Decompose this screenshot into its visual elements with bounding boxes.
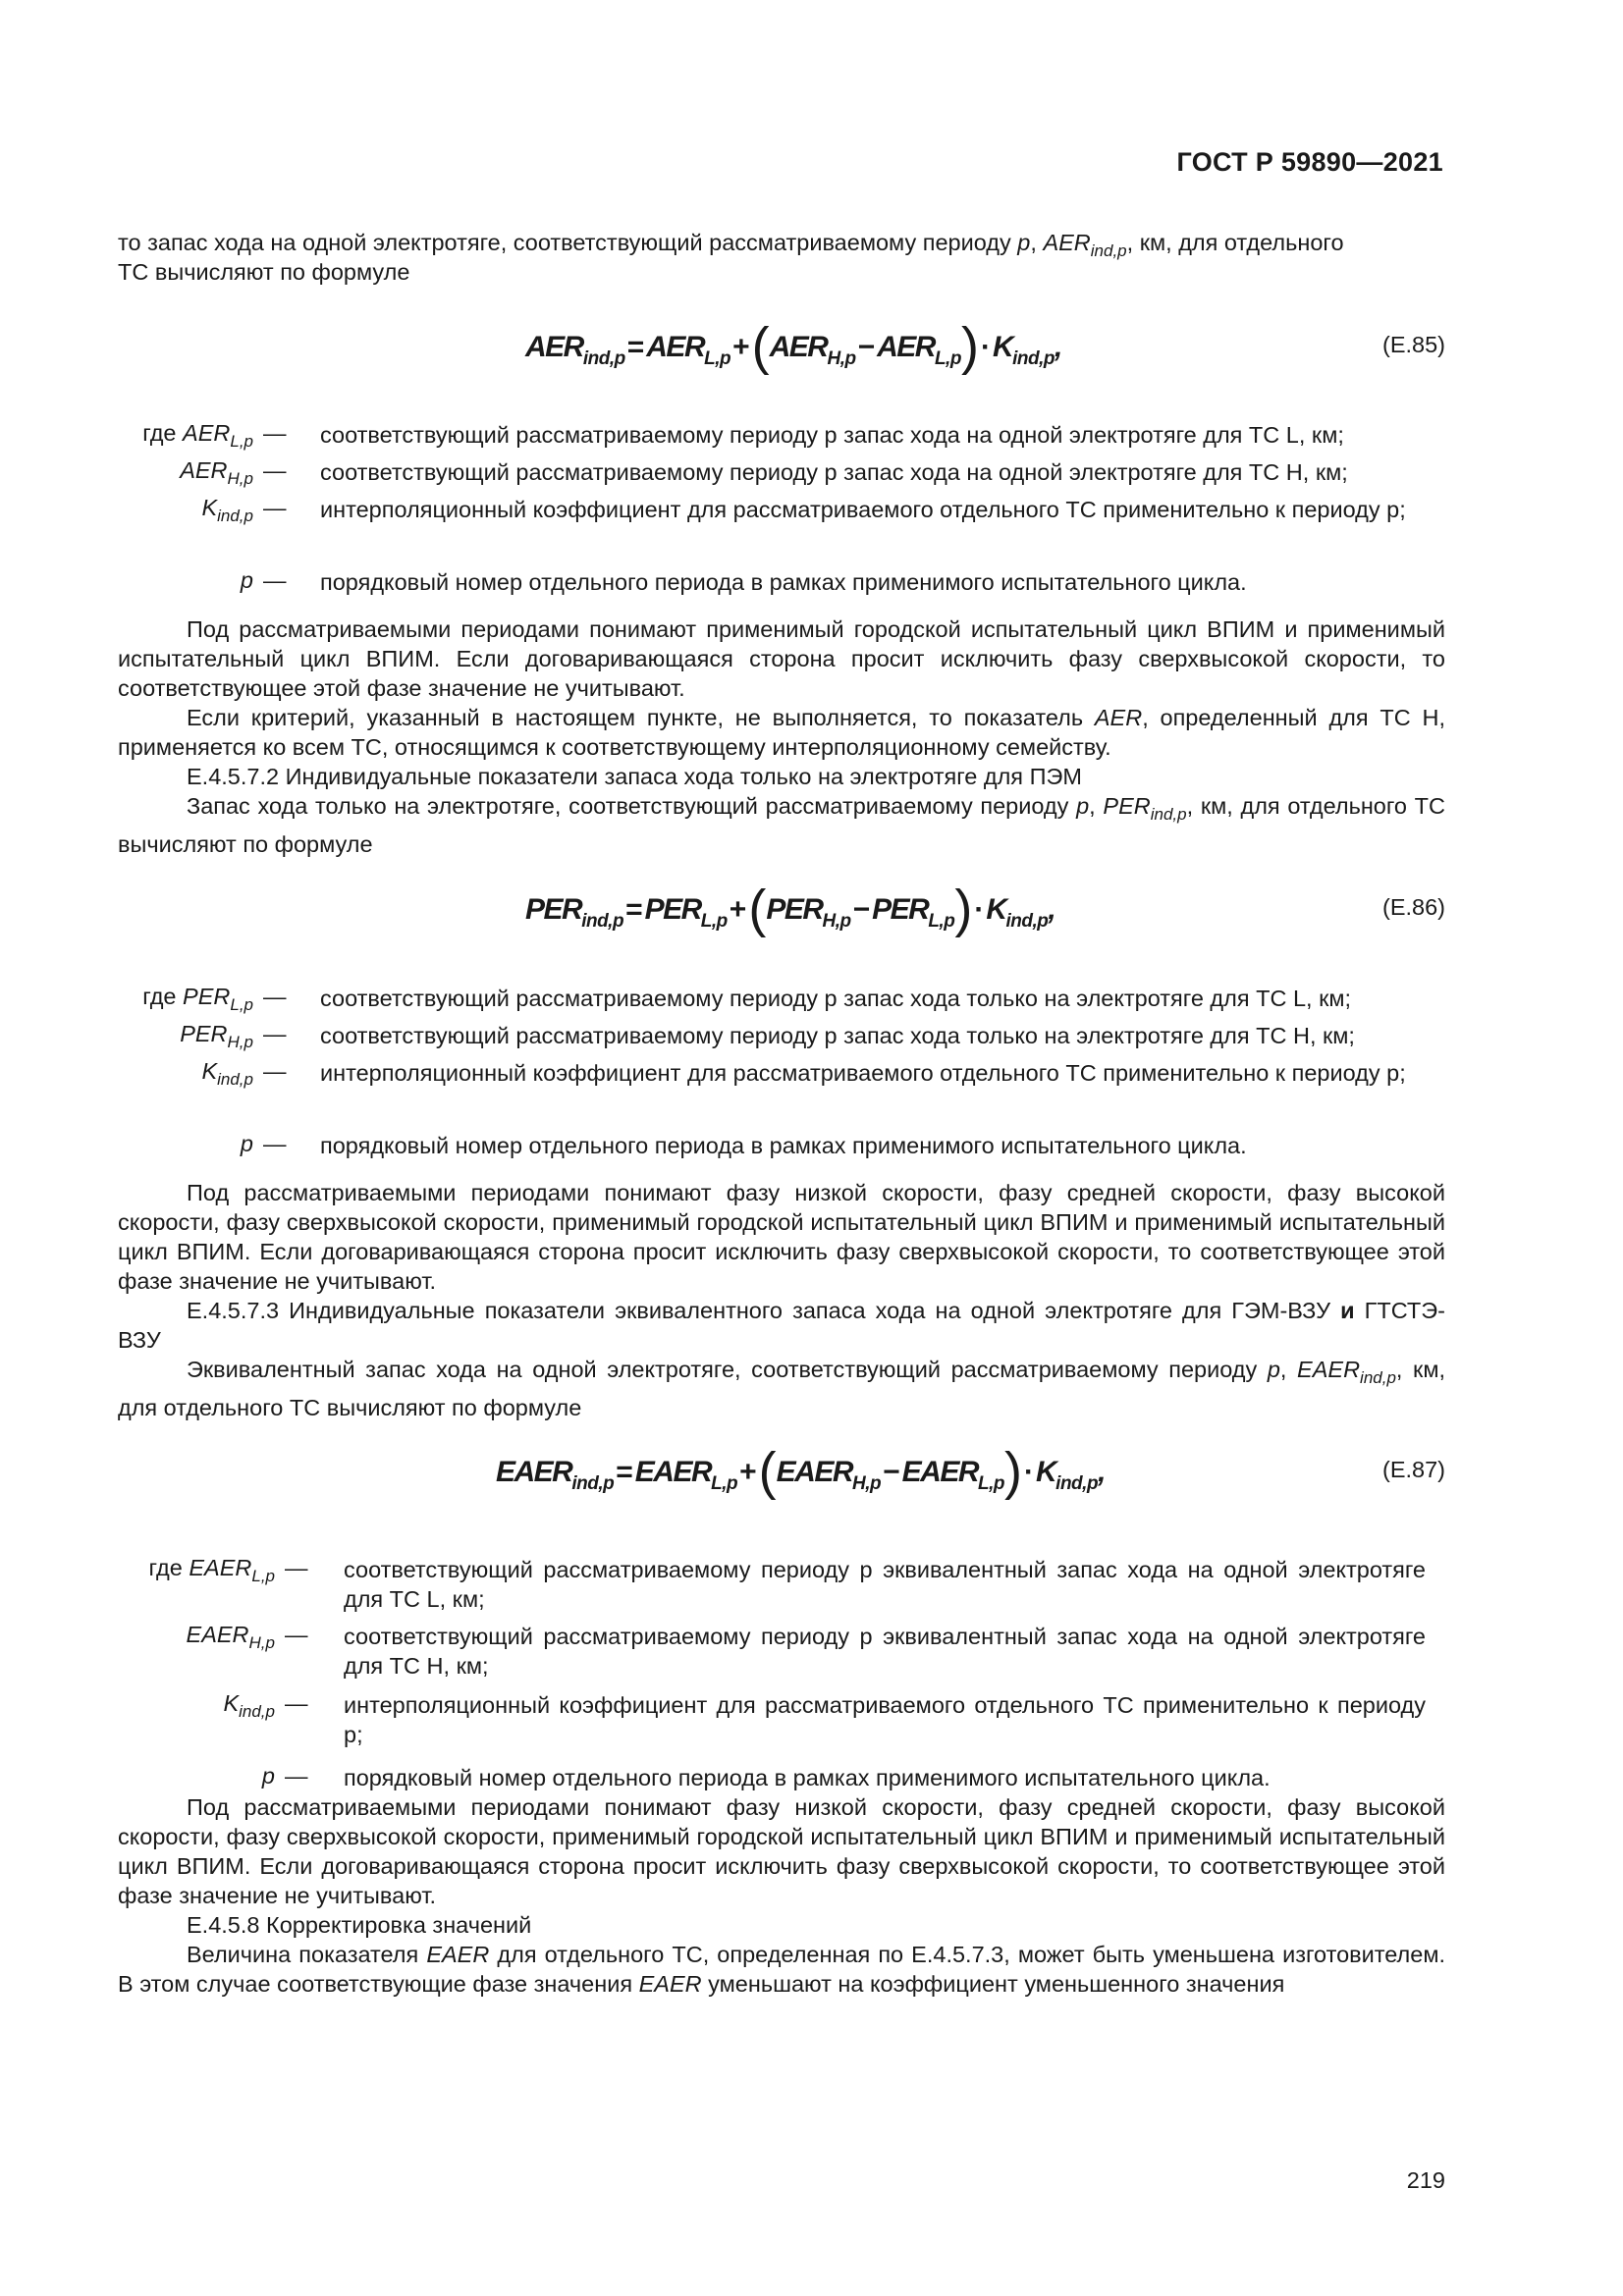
definition-dash: — [285,1690,308,1716]
definition-text: соответствующий рассматриваемому периоду p запас хода только на электротяге для ТС L, км; [320,986,1352,1011]
definition-term: где $AER_{L,p}$ [142,420,253,451]
definition-term: $PER_{H,p}$ [180,1021,253,1051]
intro-text-mid: , км, для отдельного [1126,230,1344,255]
definition-dash: — [263,420,287,446]
intro-line-1: то запас хода на одной электротяге, соответствующий рассматриваемому периоду p, $AER_{ind,p}$, км, для отдельного [118,230,1344,260]
definition-text: порядковый номер отдельного периода в рамках применимого испытательного цикла. [320,569,1247,595]
definition-dash: — [263,1131,287,1156]
symbol-aer-ind: $AER_{ind,p}$ [1043,230,1127,260]
definition-text: соответствующий рассматриваемому периоду p эквивалентный запас хода на одной электротяге для ТС L, км; [344,1557,1426,1612]
definition-term: где $PER_{L,p}$ [142,984,253,1014]
equation-number-e87: (E.87) [1382,1457,1445,1482]
definition-text: порядковый номер отдельного периода в рамках применимого испытательного цикла. [320,1133,1247,1158]
definition-term: p [240,1131,253,1156]
intro-text: то запас хода на одной электротяге, соответствующий рассматриваемому периоду [118,230,1011,255]
equation-number-e85: (E.85) [1382,332,1445,357]
equation-number-e86: (E.86) [1382,894,1445,920]
formula-e86: $PER_{ind,p}=PER_{L,p}+(PER_{H,p}-PER_{L,p})\cdot K_{ind,p}$, [525,880,1055,938]
section-heading-e4573: E.4.5.7.3 Индивидуальные показатели эквивалентного запаса хода на одной электротяге для ГЭМ-ВЗУ и ГТСТЭ-ВЗУ [118,1298,1445,1353]
definition-dash: — [263,1021,287,1046]
section-heading-e458: E.4.5.8 Корректировка значений [187,1912,532,1938]
definition-dash: — [285,1622,308,1647]
definition-text: интерполяционный коэффициент для рассматриваемого отдельного ТС применительно к периоду p; [344,1692,1426,1747]
definition-dash: — [263,1058,287,1084]
definition-text: интерполяционный коэффициент для рассматриваемого отдельного ТС применительно к периоду p; [320,497,1406,522]
paragraph-periods-1: Под рассматриваемыми периодами понимают применимый городской испытательный цикл ВПИМ и применимый испытательный цикл ВПИМ. Если договаривающаяся сторона просит исключить фазу сверхвысокой скорости, то соответствующее этой фазе значение не учитывают. [118,616,1445,701]
definition-dash: — [263,495,287,520]
definition-text: соответствующий рассматриваемому периоду p запас хода на одной электротяге для ТС H, км; [320,459,1348,485]
paragraph-eaer-intro: Эквивалентный запас хода на одной электротяге, соответствующий рассматриваемому периоду p, $EAER_{ind,p}$, км, для отдельного ТС вычисляют по формуле [118,1357,1446,1420]
definition-dash: — [263,984,287,1009]
paragraph-correction: Величина показателя EAER для отдельного ТС, определенная по E.4.5.7.3, может быть уменьшена изготовителем. В этом случае соответствующие фазе значения EAER уменьшают на коэффициент уменьшенного значения [118,1942,1446,1997]
definition-term: p [240,567,253,593]
var-p: p [1017,230,1031,255]
definition-term: $K_{ind,p}$ [223,1690,275,1721]
definition-text: соответствующий рассматриваемому периоду p запас хода только на электротяге для ТС H, км; [320,1023,1355,1048]
definition-term: где $EAER_{L,p}$ [148,1555,275,1585]
definition-text: соответствующий рассматриваемому периоду p запас хода на одной электротяге для ТС L, км; [320,422,1344,448]
paragraph-criterion: Если критерий, указанный в настоящем пункте, не выполняется, то показатель AER, определенный для ТС H, применяется ко всем ТС, относящимся к соответствующему интерполяционному семейству. [118,705,1446,760]
formula-e87: $EAER_{ind,p}=EAER_{L,p}+(EAER_{H,p}-EAER_{L,p})\cdot K_{ind,p}$, [496,1442,1105,1501]
paragraph-periods-3: Под рассматриваемыми периодами понимают фазу низкой скорости, фазу средней скорости, фазу высокой скорости, фазу сверхвысокой скорости, применимый городской испытательный цикл ВПИМ и применимый испытательный цикл ВПИМ. Если договаривающаяся сторона просит исключить фазу сверхвысокой скорости, то соответствующее этой фазе значение не учитывают. [118,1794,1445,1908]
definition-text: соответствующий рассматриваемому периоду p эквивалентный запас хода на одной электротяге для ТС H, км; [344,1624,1426,1679]
definition-term: p [261,1763,275,1789]
definition-dash: — [285,1763,308,1789]
definition-term: $K_{ind,p}$ [201,495,253,525]
paragraph-periods-2: Под рассматриваемыми периодами понимают фазу низкой скорости, фазу средней скорости, фазу высокой скорости, фазу сверхвысокой скорости, применимый городской испытательный цикл ВПИМ и применимый испытательный цикл ВПИМ. Если договаривающаяся сторона просит исключить фазу сверхвысокой скорости, то соответствующее этой фазе значение не учитывают. [118,1180,1445,1294]
definition-text: порядковый номер отдельного периода в рамках применимого испытательного цикла. [344,1765,1271,1790]
definition-text: интерполяционный коэффициент для рассматриваемого отдельного ТС применительно к периоду p; [320,1060,1406,1086]
definition-term: $K_{ind,p}$ [201,1058,253,1089]
paragraph-per-intro: Запас хода только на электротяге, соответствующий рассматриваемому периоду p, $PER_{ind,p}$, км, для отдельного ТС вычисляют по формуле [118,793,1446,857]
definition-term: $EAER_{H,p}$ [186,1622,275,1652]
page-number: 219 [1406,2167,1445,2193]
definition-dash: — [285,1555,308,1580]
definition-dash: — [263,457,287,483]
formula-e85: $AER_{ind,p}=AER_{L,p}+(AER_{H,p}-AER_{L,p})\cdot K_{ind,p}$, [525,317,1061,376]
definition-term: $AER_{H,p}$ [180,457,253,488]
section-heading-e4572: E.4.5.7.2 Индивидуальные показатели запаса хода только на электротяге для ПЭМ [187,764,1082,789]
intro-line-2: ТС вычисляют по формуле [118,259,410,285]
standard-header: ГОСТ Р 59890—2021 [1176,147,1443,177]
definition-dash: — [263,567,287,593]
